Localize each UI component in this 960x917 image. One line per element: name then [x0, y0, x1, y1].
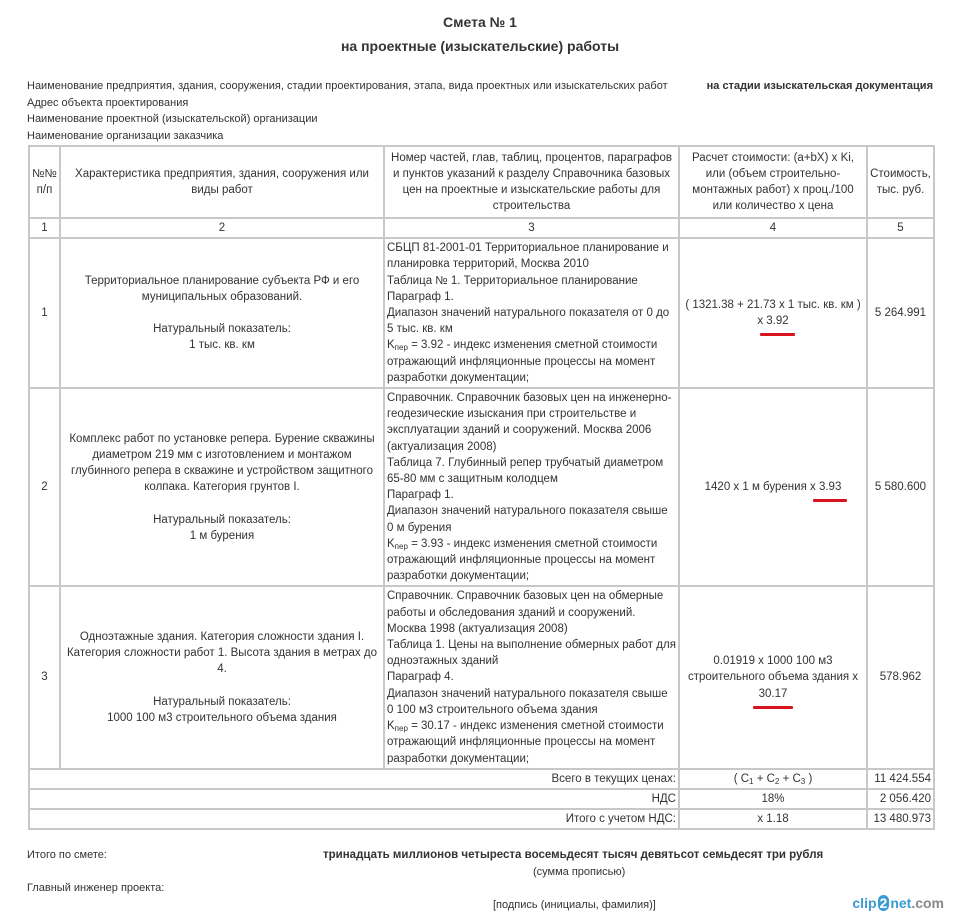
work-description: Одноэтажные здания. Категория сложности здания I. Категория сложности работ 1. Высота здания в метрах до 4.	[66, 630, 377, 676]
row-calculation	[679, 388, 867, 586]
row-description	[60, 586, 384, 768]
reference-source: Справочник. Справочник базовых цен на обмерные работы и обследования зданий и сооружений. Москва 1998 (актуализация 2008)	[387, 590, 664, 635]
calc-index-underlined: 3.93	[819, 479, 841, 495]
header-col-num: №№ п/п	[29, 146, 60, 218]
reference-range: Диапазон значений натурального показателя свыше 0 м бурения	[387, 505, 668, 534]
indicator-value: 1 м бурения	[189, 529, 255, 542]
table-row	[29, 388, 934, 586]
total-row-with-vat	[29, 809, 934, 829]
column-number: 5	[867, 218, 934, 238]
total-label: Всего в текущих ценах:	[29, 769, 679, 789]
calc-formula: 1420 x 1 м бурения x	[704, 481, 816, 494]
column-number: 1	[29, 218, 60, 238]
info-line-object: Наименование предприятия, здания, сооружения, стадии проектирования, этапа, вида проектных или изыскательских работ	[27, 80, 668, 92]
row-number: 3	[29, 586, 60, 768]
row-number: 1	[29, 238, 60, 388]
work-description: Территориальное планирование субъекта РФ и его муниципальных образований.	[84, 274, 360, 303]
reference-range: Диапазон значений натурального показателя от 0 до 5 тыс. кв. км	[387, 307, 670, 336]
red-underline-mark	[753, 706, 794, 709]
red-underline-mark	[760, 333, 794, 336]
watermark-logo: clip 2 net.com	[852, 895, 944, 911]
row-description	[60, 238, 384, 388]
reference-index: $K_{пер} = 30.17$ - индекс изменения сметной стоимости отражающий инфляционные процессы на момент разработки документации;	[387, 720, 664, 765]
signature-note: [подпись (инициалы, фамилия)]	[493, 899, 656, 911]
info-line-design-org: Наименование проектной (изыскательской) организации	[27, 113, 318, 125]
row-reference	[384, 238, 679, 388]
row-reference	[384, 586, 679, 768]
calc-formula: ( 1321.38 + 21.73 x 1 тыс. кв. км ) x	[685, 298, 861, 328]
estimate-total-label: Итого по смете:	[27, 849, 107, 861]
row-reference	[384, 388, 679, 586]
table-header-row	[29, 146, 934, 218]
total-row-vat	[29, 789, 934, 809]
table-row	[29, 586, 934, 768]
calc-index-underlined: 30.17	[759, 686, 788, 702]
estimate-title: Смета № 1	[443, 14, 517, 30]
reference-paragraph: Параграф 1.	[387, 489, 454, 502]
reference-index: $K_{пер} = 3.92$ - индекс изменения сметной стоимости отражающий инфляционные процессы на момент разработки документации;	[387, 339, 658, 384]
indicator-value: 1000 100 м3 строительного объема здания	[107, 711, 337, 724]
vat-rate: 18%	[679, 789, 867, 809]
row-cost: 5 264.991	[867, 238, 934, 388]
reference-table: Таблица 7. Глубинный репер трубчатый диаметром 65-80 мм с защитным колодцем	[387, 456, 664, 486]
total-formula: ( $C_1 + C_2 + C_3$ )	[679, 769, 867, 789]
column-number: 2	[60, 218, 384, 238]
sum-in-words-note: (сумма прописью)	[533, 866, 626, 878]
total-row-current-prices	[29, 769, 934, 789]
grand-total-value: 13 480.973	[867, 809, 934, 829]
row-calculation	[679, 586, 867, 768]
column-number: 3	[384, 218, 679, 238]
info-stage: на стадии изыскательская документация	[706, 80, 933, 92]
work-description: Комплекс работ по установке репера. Бурение скважины диаметром 219 мм с изготовлением и монтажом глубинного репера в скважине и устройством защитного колпака. Категория грунтов I.	[69, 432, 375, 494]
header-col-ref: Номер частей, глав, таблиц, процентов, параграфов и пунктов указаний к разделу Справочника базовых цен на проектные и изыскательские работы для строительства	[384, 146, 679, 218]
calc-index-underlined: 3.92	[766, 313, 788, 329]
grand-total-label: Итого с учетом НДС:	[29, 809, 679, 829]
row-description	[60, 388, 384, 586]
vat-value: 2 056.420	[867, 789, 934, 809]
total-value: 11 424.554	[867, 769, 934, 789]
reference-table: Таблица 1. Цены на выполнение обмерных работ для одноэтажных зданий	[387, 639, 676, 668]
header-col-calc: Расчет стоимости: (a+bX) x Ki, или (объем строительно-монтажных работ) x проц./100 или количество x цена	[679, 146, 867, 218]
calc-formula: 0.01919 x 1000 100 м3 строительного объема здания x	[687, 655, 859, 684]
column-number: 4	[679, 218, 867, 238]
reference-paragraph: Параграф 1.	[387, 290, 454, 303]
indicator-label: Натуральный показатель:	[153, 513, 291, 526]
row-calculation	[679, 238, 867, 388]
vat-label: НДС	[29, 789, 679, 809]
row-number: 2	[29, 388, 60, 586]
estimate-table	[28, 145, 935, 830]
info-line-address: Адрес объекта проектирования	[27, 97, 189, 109]
column-number-row	[29, 218, 934, 238]
header-col-desc: Характеристика предприятия, здания, сооружения или виды работ	[60, 146, 384, 218]
indicator-label: Натуральный показатель:	[153, 695, 291, 708]
grand-total-multiplier: x 1.18	[679, 809, 867, 829]
estimate-total-in-words: тринадцать миллионов четыреста восемьдесят тысяч девятьсот семьдесят три рубля	[323, 849, 824, 861]
row-cost: 5 580.600	[867, 388, 934, 586]
reference-table: Таблица № 1. Территориальное планирование	[387, 274, 638, 287]
reference-source: Справочник. Справочник базовых цен на инженерно-геодезические изыскания при строительстве и эксплуатации зданий и сооружений. Москва 2006 (актуализация 2008)	[387, 392, 672, 453]
indicator-value: 1 тыс. кв. км	[189, 339, 255, 352]
reference-paragraph: Параграф 4.	[387, 671, 454, 684]
indicator-label: Натуральный показатель:	[153, 323, 291, 336]
estimate-subtitle: на проектные (изыскательские) работы	[340, 38, 620, 54]
red-underline-mark	[813, 499, 847, 502]
info-line-customer-org: Наименование организации заказчика	[27, 130, 224, 142]
reference-range: Диапазон значений натурального показателя свыше 0 100 м3 строительного объема здания	[387, 687, 668, 716]
chief-engineer-label: Главный инженер проекта:	[27, 882, 165, 894]
row-cost: 578.962	[867, 586, 934, 768]
reference-source: СБЦП 81-2001-01 Территориальное планирование и планировка территорий, Москва 2010	[387, 242, 669, 271]
reference-index: $K_{пер} = 3.93$ - индекс изменения сметной стоимости отражающий инфляционные процессы на момент разработки документации;	[387, 537, 658, 583]
header-col-cost: Стоимость, тыс. руб.	[867, 146, 934, 218]
table-row	[29, 238, 934, 388]
